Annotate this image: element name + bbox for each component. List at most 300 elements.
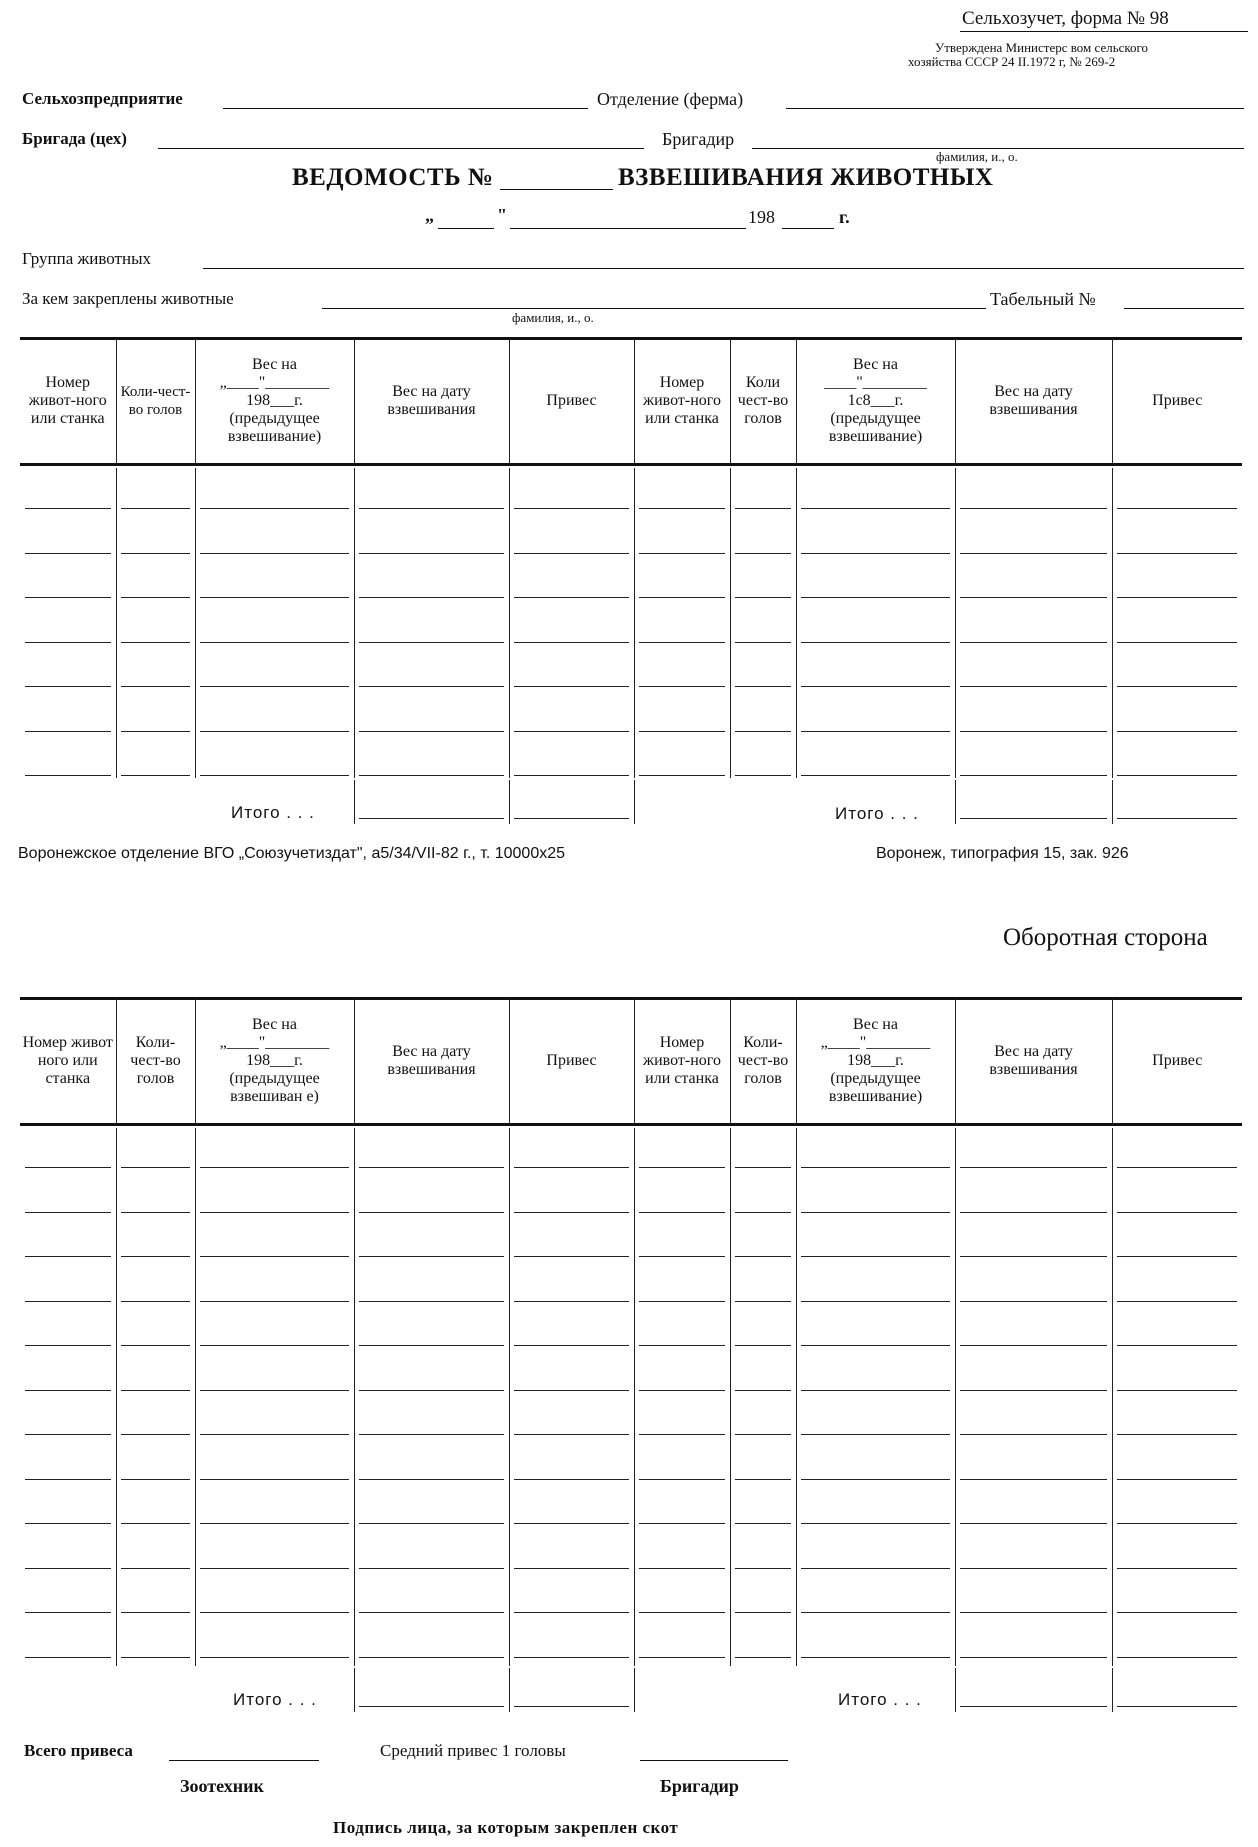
row-line[interactable]: [359, 775, 504, 776]
row-line[interactable]: [1117, 1212, 1237, 1213]
row-line[interactable]: [960, 1612, 1107, 1613]
col-prev-weight-year: 198___г.: [246, 392, 303, 409]
row-line[interactable]: [960, 1523, 1107, 1524]
column-divider: [354, 1128, 355, 1666]
column-divider: [509, 468, 510, 778]
row-line[interactable]: [121, 1612, 190, 1613]
row-line[interactable]: [121, 731, 190, 732]
row-line[interactable]: [1117, 1434, 1237, 1435]
back-col-prev-weight-top-2: Вес на: [853, 1016, 898, 1033]
row-line[interactable]: [639, 1167, 725, 1168]
row-line[interactable]: [514, 1568, 629, 1569]
column-divider: [195, 1128, 196, 1666]
row-line[interactable]: [735, 1568, 791, 1569]
row-line[interactable]: [1117, 597, 1237, 598]
row-line[interactable]: [735, 597, 791, 598]
row-line[interactable]: [359, 1256, 504, 1257]
col-prev-weight-year-2: 1с8___г.: [847, 392, 904, 409]
total-divider: [955, 780, 956, 824]
total-divider: [509, 1668, 510, 1712]
row-line[interactable]: [960, 1345, 1107, 1346]
row-line[interactable]: [514, 1523, 629, 1524]
row-line[interactable]: [735, 731, 791, 732]
back-col-gain: Привес: [509, 999, 634, 1123]
row-line[interactable]: [25, 553, 111, 554]
row-line[interactable]: [200, 1212, 349, 1213]
col-prev-weight-2: [796, 339, 955, 463]
approval-line-1: Утверждена Министерс вом сельского: [935, 40, 1149, 55]
row-line[interactable]: [801, 1612, 950, 1613]
row-line[interactable]: [735, 1657, 791, 1658]
row-line[interactable]: [25, 731, 111, 732]
row-line[interactable]: [200, 1167, 349, 1168]
row-line[interactable]: [801, 1256, 950, 1257]
brigade-label: Бригада (цех): [22, 129, 127, 148]
col-prev-weight-note: (предыдущее взвешивание): [227, 410, 322, 445]
row-line[interactable]: [735, 1434, 791, 1435]
row-line[interactable]: [801, 1212, 950, 1213]
total-divider: [509, 780, 510, 824]
row-line[interactable]: [960, 1390, 1107, 1391]
row-line[interactable]: [639, 731, 725, 732]
department-label: Отделение (ферма): [597, 89, 744, 109]
column-divider: [1112, 468, 1113, 778]
zootech-label: Зоотехник: [180, 1776, 264, 1796]
row-line[interactable]: [960, 642, 1107, 643]
row-line[interactable]: [514, 1301, 629, 1302]
column-divider: [634, 1128, 635, 1666]
row-line[interactable]: [25, 1657, 111, 1658]
row-line[interactable]: [735, 1390, 791, 1391]
assigned-to-field[interactable]: [322, 308, 986, 309]
row-line[interactable]: [801, 1657, 950, 1658]
row-line[interactable]: [121, 686, 190, 687]
column-divider: [116, 468, 117, 778]
total-field[interactable]: [1117, 1706, 1237, 1707]
back-col-prev-weight-year-2: 198___г.: [847, 1052, 904, 1069]
title-part1: ВЕДОМОСТЬ №: [292, 164, 494, 191]
column-divider: [509, 1128, 510, 1666]
row-line[interactable]: [639, 1345, 725, 1346]
row-line[interactable]: [25, 597, 111, 598]
approval-line-2: хозяйства СССР 24 II.1972 г, № 269-2: [908, 54, 1116, 69]
row-line[interactable]: [735, 1523, 791, 1524]
row-line[interactable]: [960, 1434, 1107, 1435]
back-col-gain-2: Привес: [1112, 999, 1242, 1123]
row-line[interactable]: [960, 1479, 1107, 1480]
back-col-number: Номер живот ного или станка: [22, 1034, 113, 1087]
row-line[interactable]: [960, 686, 1107, 687]
col-gain-2: Привес: [1112, 339, 1242, 463]
row-line[interactable]: [121, 642, 190, 643]
row-line[interactable]: [801, 1568, 950, 1569]
row-line[interactable]: [359, 731, 504, 732]
col-prev-weight: [195, 339, 354, 463]
tab-no-field[interactable]: [1124, 308, 1244, 309]
col-number: Номер живот-ного или станка: [28, 374, 107, 427]
row-line[interactable]: [359, 686, 504, 687]
row-line[interactable]: [359, 597, 504, 598]
front-itogo-right: Итого . . .: [835, 804, 919, 823]
row-line[interactable]: [1117, 731, 1237, 732]
back-table-header-bottom: [20, 1123, 1242, 1126]
row-line[interactable]: [359, 1390, 504, 1391]
row-line[interactable]: [200, 553, 349, 554]
brigade-field[interactable]: [158, 148, 644, 149]
row-line[interactable]: [121, 775, 190, 776]
column-divider: [955, 1128, 956, 1666]
row-line[interactable]: [639, 1434, 725, 1435]
row-line[interactable]: [639, 1479, 725, 1480]
row-line[interactable]: [359, 1167, 504, 1168]
row-line[interactable]: [121, 508, 190, 509]
col-count-2: Коли чест-во голов: [730, 339, 796, 463]
front-table-header-bottom: [20, 463, 1242, 466]
date-suffix: г.: [839, 207, 850, 227]
brigadier-label: Бригадир: [662, 129, 735, 149]
row-line[interactable]: [735, 642, 791, 643]
total-divider: [354, 1668, 355, 1712]
row-line[interactable]: [121, 1301, 190, 1302]
row-line[interactable]: [639, 1568, 725, 1569]
row-line[interactable]: [514, 775, 629, 776]
row-line[interactable]: [735, 1212, 791, 1213]
row-line[interactable]: [200, 731, 349, 732]
column-divider: [116, 1128, 117, 1666]
row-line[interactable]: [801, 553, 950, 554]
row-line[interactable]: [1117, 1523, 1237, 1524]
row-line[interactable]: [514, 686, 629, 687]
row-line[interactable]: [121, 1523, 190, 1524]
row-line[interactable]: [121, 597, 190, 598]
row-line[interactable]: [200, 1434, 349, 1435]
row-line[interactable]: [359, 508, 504, 509]
row-line[interactable]: [735, 1301, 791, 1302]
row-line[interactable]: [359, 1523, 504, 1524]
row-line[interactable]: [1117, 553, 1237, 554]
total-field[interactable]: [514, 1706, 629, 1707]
date-month-field[interactable]: [510, 228, 746, 229]
col-prev-weight-top: Вес на: [252, 356, 297, 373]
row-line[interactable]: [514, 642, 629, 643]
col-prev-weight-date-2: ____"________: [824, 374, 927, 391]
col-weight-date: Вес на дату взвешивания: [354, 339, 509, 463]
column-divider: [195, 468, 196, 778]
row-line[interactable]: [1117, 508, 1237, 509]
total-divider: [634, 1668, 635, 1712]
row-line[interactable]: [960, 1568, 1107, 1569]
row-line[interactable]: [121, 1345, 190, 1346]
row-line[interactable]: [514, 1345, 629, 1346]
row-line[interactable]: [801, 1434, 950, 1435]
row-line[interactable]: [514, 1390, 629, 1391]
row-line[interactable]: [735, 775, 791, 776]
back-col-prev-weight-date: „____"________: [219, 1034, 330, 1051]
back-col-prev-weight-note-2: (предыдущее взвешивание): [828, 1070, 923, 1105]
back-col-weight-date: Вес на дату взвешивания: [354, 999, 509, 1123]
col-prev-weight-note-2: (предыдущее взвешивание): [828, 410, 923, 445]
avg-gain-field[interactable]: [640, 1760, 788, 1761]
total-field[interactable]: [1117, 818, 1237, 819]
back-col-prev-weight-note: (предыдущее взвешиван е): [229, 1070, 320, 1105]
row-line[interactable]: [639, 1523, 725, 1524]
animal-group-field[interactable]: [203, 268, 1244, 269]
row-line[interactable]: [25, 1523, 111, 1524]
row-line[interactable]: [200, 1256, 349, 1257]
row-line[interactable]: [514, 553, 629, 554]
row-line[interactable]: [960, 731, 1107, 732]
row-line[interactable]: [801, 1390, 950, 1391]
row-line[interactable]: [25, 1345, 111, 1346]
total-divider: [354, 780, 355, 824]
row-line[interactable]: [801, 508, 950, 509]
row-line[interactable]: [639, 553, 725, 554]
row-line[interactable]: [801, 1345, 950, 1346]
row-line[interactable]: [639, 1256, 725, 1257]
row-line[interactable]: [359, 1212, 504, 1213]
row-line[interactable]: [1117, 1612, 1237, 1613]
imprint-right: Воронеж, типография 15, зак. 926: [876, 845, 1129, 862]
row-line[interactable]: [801, 1523, 950, 1524]
statement-number-field[interactable]: [500, 189, 613, 190]
row-line[interactable]: [121, 1657, 190, 1658]
row-line[interactable]: [1117, 1568, 1237, 1569]
row-line[interactable]: [960, 1212, 1107, 1213]
row-line[interactable]: [514, 731, 629, 732]
total-field[interactable]: [960, 818, 1107, 819]
row-line[interactable]: [735, 1479, 791, 1480]
column-divider: [730, 1128, 731, 1666]
row-line[interactable]: [121, 1390, 190, 1391]
row-line[interactable]: [960, 553, 1107, 554]
row-line[interactable]: [200, 1390, 349, 1391]
title-part2: ВЗВЕШИВАНИЯ ЖИВОТНЫХ: [618, 164, 994, 191]
date-quote-close: ": [497, 205, 507, 225]
department-field[interactable]: [786, 108, 1244, 109]
row-line[interactable]: [25, 1479, 111, 1480]
row-line[interactable]: [735, 1612, 791, 1613]
total-gain-label: Всего привеса: [24, 1741, 133, 1760]
row-line[interactable]: [200, 1345, 349, 1346]
row-line[interactable]: [200, 1612, 349, 1613]
row-line[interactable]: [25, 686, 111, 687]
row-line[interactable]: [639, 686, 725, 687]
total-field[interactable]: [514, 818, 629, 819]
column-divider: [796, 468, 797, 778]
row-line[interactable]: [25, 642, 111, 643]
row-line[interactable]: [639, 775, 725, 776]
total-field[interactable]: [960, 1706, 1107, 1707]
back-side-heading: Оборотная сторона: [1003, 924, 1208, 951]
row-line[interactable]: [801, 731, 950, 732]
column-divider: [634, 468, 635, 778]
row-line[interactable]: [200, 597, 349, 598]
row-line[interactable]: [359, 1479, 504, 1480]
row-line[interactable]: [25, 1256, 111, 1257]
row-line[interactable]: [121, 1479, 190, 1480]
row-line[interactable]: [25, 508, 111, 509]
row-line[interactable]: [121, 1434, 190, 1435]
row-line[interactable]: [960, 1301, 1107, 1302]
row-line[interactable]: [514, 1657, 629, 1658]
row-line[interactable]: [514, 1612, 629, 1613]
row-line[interactable]: [639, 642, 725, 643]
col-prev-weight-date: „____"________: [219, 374, 330, 391]
row-line[interactable]: [1117, 775, 1237, 776]
column-divider: [730, 468, 731, 778]
row-line[interactable]: [960, 508, 1107, 509]
row-line[interactable]: [514, 1479, 629, 1480]
form-code-underline: [960, 31, 1248, 32]
row-line[interactable]: [801, 775, 950, 776]
total-divider: [634, 780, 635, 824]
col-number-2: Номер живот-ного или станка: [634, 339, 730, 463]
enterprise-label: Сельхозпредприятие: [22, 89, 183, 108]
total-gain-field[interactable]: [169, 1760, 319, 1761]
column-divider: [796, 1128, 797, 1666]
row-line[interactable]: [25, 775, 111, 776]
row-line[interactable]: [25, 1390, 111, 1391]
date-day-field[interactable]: [438, 228, 494, 229]
back-col-prev-weight-top: Вес на: [252, 1016, 297, 1033]
row-line[interactable]: [25, 1612, 111, 1613]
row-line[interactable]: [1117, 1390, 1237, 1391]
row-line[interactable]: [801, 1479, 950, 1480]
footer-brigadier-label: Бригадир: [660, 1776, 739, 1796]
row-line[interactable]: [1117, 1657, 1237, 1658]
row-line[interactable]: [639, 1212, 725, 1213]
row-line[interactable]: [735, 1256, 791, 1257]
row-line[interactable]: [200, 508, 349, 509]
row-line[interactable]: [639, 1390, 725, 1391]
row-line[interactable]: [25, 1434, 111, 1435]
date-year: 198: [748, 207, 775, 227]
animal-group-label: Группа животных: [22, 249, 152, 268]
row-line[interactable]: [514, 1256, 629, 1257]
row-line[interactable]: [359, 1345, 504, 1346]
row-line[interactable]: [121, 1256, 190, 1257]
row-line[interactable]: [735, 508, 791, 509]
row-line[interactable]: [1117, 1167, 1237, 1168]
brigadier-fio-hint: фамилия, и., о.: [936, 149, 1018, 164]
back-itogo-left: Итого . . .: [233, 1690, 317, 1709]
row-line[interactable]: [200, 1301, 349, 1302]
front-table-header: [20, 339, 1242, 463]
row-line[interactable]: [25, 1167, 111, 1168]
enterprise-field[interactable]: [223, 108, 588, 109]
back-col-number-2: Номер живот-ного или станка: [634, 999, 730, 1123]
back-itogo-right: Итого . . .: [838, 1690, 922, 1709]
assigned-fio-hint: фамилия, и., о.: [512, 310, 594, 325]
column-divider: [1112, 1128, 1113, 1666]
imprint-left: Воронежское отделение ВГО „Союзучетиздат", а5/34/VII-82 г., т. 10000х25: [18, 845, 566, 862]
row-line[interactable]: [735, 1167, 791, 1168]
form-code: Сельхозучет, форма № 98: [962, 8, 1169, 29]
total-field[interactable]: [359, 818, 504, 819]
total-divider: [1112, 780, 1113, 824]
back-col-prev-weight-2: [796, 999, 955, 1123]
row-line[interactable]: [359, 642, 504, 643]
row-line[interactable]: [359, 553, 504, 554]
row-line[interactable]: [121, 1212, 190, 1213]
row-line[interactable]: [1117, 1256, 1237, 1257]
row-line[interactable]: [121, 553, 190, 554]
row-line[interactable]: [359, 1568, 504, 1569]
row-line[interactable]: [801, 1301, 950, 1302]
row-line[interactable]: [121, 1568, 190, 1569]
row-line[interactable]: [801, 642, 950, 643]
row-line[interactable]: [639, 1612, 725, 1613]
row-line[interactable]: [960, 1657, 1107, 1658]
row-line[interactable]: [200, 1657, 349, 1658]
total-field[interactable]: [359, 1706, 504, 1707]
back-col-count: Коли-чест-во голов: [116, 999, 195, 1123]
row-line[interactable]: [639, 1657, 725, 1658]
row-line[interactable]: [801, 1167, 950, 1168]
row-line[interactable]: [359, 1612, 504, 1613]
row-line[interactable]: [639, 508, 725, 509]
row-line[interactable]: [960, 1256, 1107, 1257]
back-col-weight-date-2: Вес на дату взвешивания: [955, 999, 1112, 1123]
row-line[interactable]: [514, 1212, 629, 1213]
row-line[interactable]: [1117, 1345, 1237, 1346]
col-gain: Привес: [509, 339, 634, 463]
row-line[interactable]: [735, 553, 791, 554]
row-line[interactable]: [200, 1568, 349, 1569]
row-line[interactable]: [514, 597, 629, 598]
tab-no-label: Табельный №: [990, 289, 1096, 309]
row-line[interactable]: [960, 775, 1107, 776]
row-line[interactable]: [801, 597, 950, 598]
row-line[interactable]: [801, 686, 950, 687]
date-year-field[interactable]: [782, 228, 834, 229]
row-line[interactable]: [514, 1434, 629, 1435]
row-line[interactable]: [121, 1167, 190, 1168]
row-line[interactable]: [200, 1523, 349, 1524]
row-line[interactable]: [1117, 1301, 1237, 1302]
row-line[interactable]: [200, 775, 349, 776]
row-line[interactable]: [359, 1301, 504, 1302]
row-line[interactable]: [25, 1301, 111, 1302]
row-line[interactable]: [25, 1568, 111, 1569]
row-line[interactable]: [960, 1167, 1107, 1168]
date-quote-open: „: [425, 205, 434, 225]
row-line[interactable]: [639, 597, 725, 598]
row-line[interactable]: [200, 642, 349, 643]
row-line[interactable]: [514, 508, 629, 509]
row-line[interactable]: [1117, 1479, 1237, 1480]
row-line[interactable]: [359, 1434, 504, 1435]
back-col-prev-weight: [195, 999, 354, 1123]
row-line[interactable]: [639, 1301, 725, 1302]
row-line[interactable]: [735, 686, 791, 687]
row-line[interactable]: [735, 1345, 791, 1346]
row-line[interactable]: [200, 686, 349, 687]
column-divider: [955, 468, 956, 778]
col-count: Коли-чест-во голов: [116, 339, 195, 463]
row-line[interactable]: [25, 1212, 111, 1213]
row-line[interactable]: [200, 1479, 349, 1480]
row-line[interactable]: [960, 597, 1107, 598]
back-table-header: [20, 999, 1242, 1123]
col-weight-date-2: Вес на дату взвешивания: [955, 339, 1112, 463]
row-line[interactable]: [359, 1657, 504, 1658]
row-line[interactable]: [1117, 642, 1237, 643]
back-col-count-2: Коли-чест-во голов: [730, 999, 796, 1123]
avg-gain-label: Средний привес 1 головы: [380, 1741, 566, 1760]
row-line[interactable]: [514, 1167, 629, 1168]
row-line[interactable]: [1117, 686, 1237, 687]
